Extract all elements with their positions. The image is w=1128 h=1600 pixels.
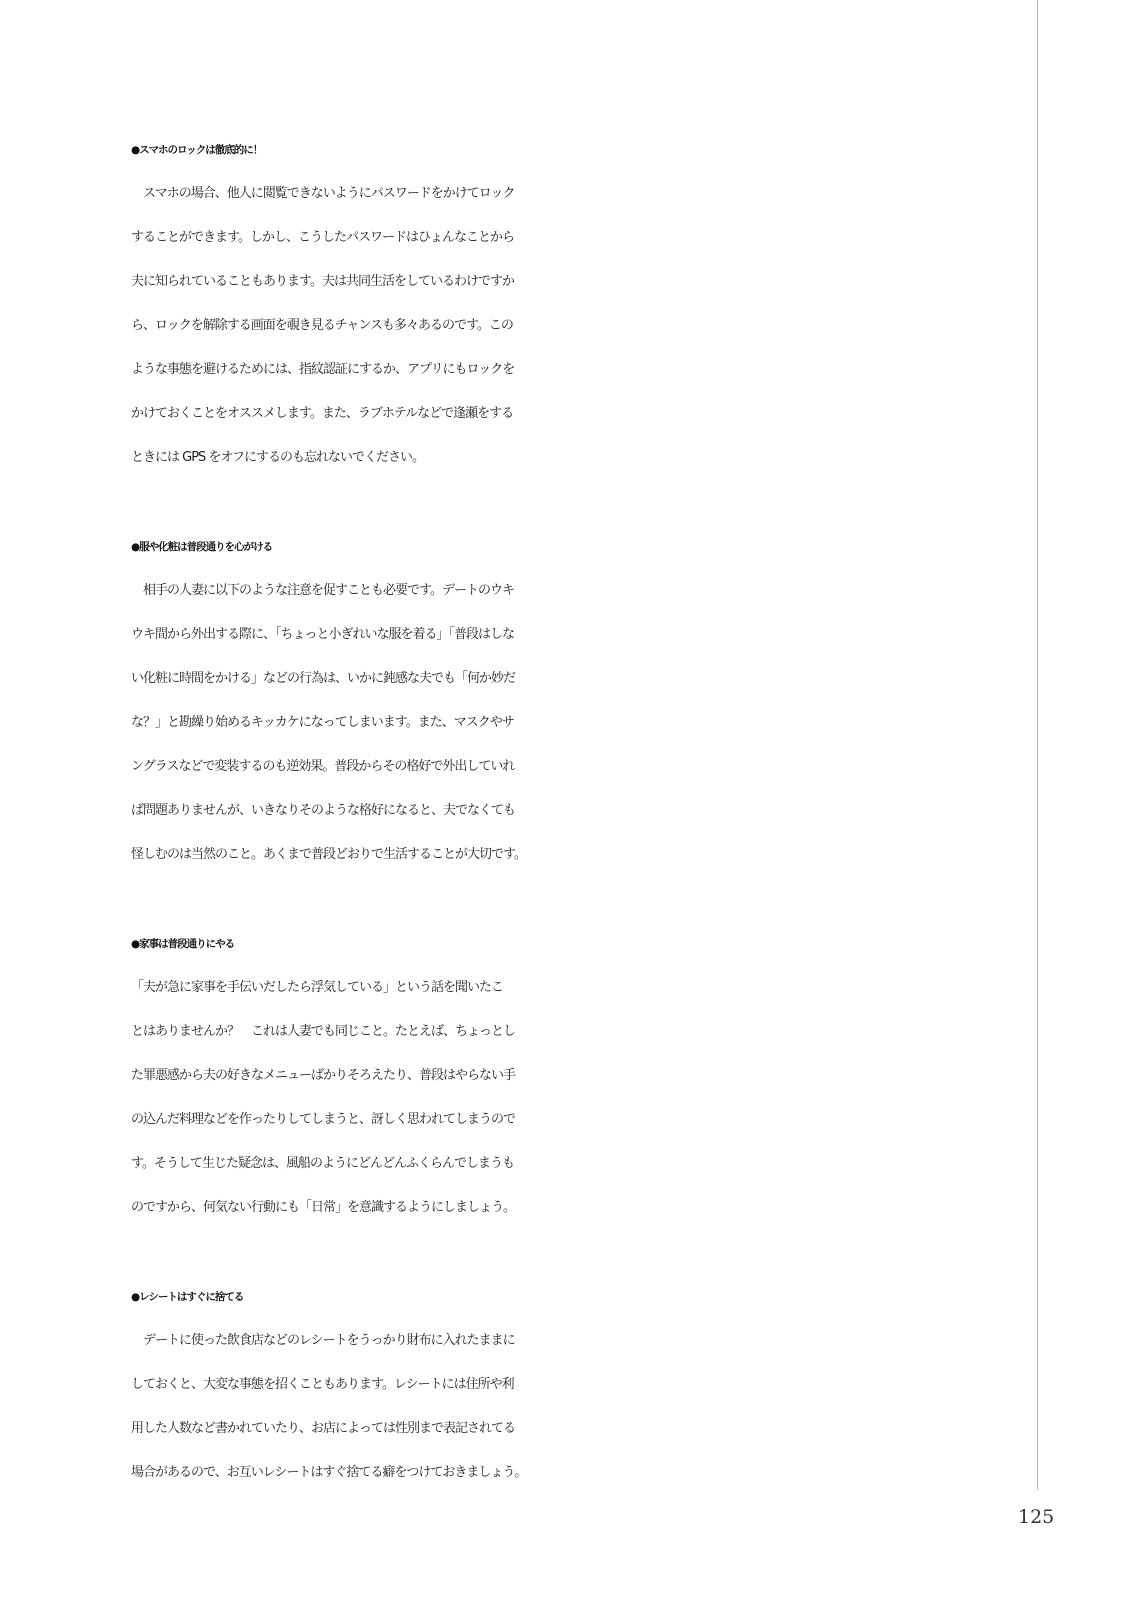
- paragraph-line: 用した人数など書かれていたり、お店によっては性別まで表記されてる: [131, 1421, 516, 1436]
- paragraph-line: かけておくことをオススメします。また、ラブホテルなどで逢瀬をする: [131, 406, 514, 421]
- paragraph-line: た罪悪感から夫の好きなメニューばかりそろえたり、普段はやらない手: [131, 1068, 516, 1083]
- paragraph-line: ら、ロックを解除する画面を覗き見るチャンスも多々あるのです。この: [131, 318, 513, 333]
- paragraph-line: ウキ間から外出する際に、「ちょっと小ぎれいな服を着る」「普段はしな: [131, 627, 515, 642]
- section-receipts: [131, 1275, 995, 1495]
- paragraph-line: ときには GPS をオフにするのも忘れないでください。: [131, 450, 425, 465]
- paragraph-line: い化粧に時間をかける」などの行為は、いかに鈍感な夫でも「何か妙だ: [131, 671, 516, 686]
- section-heading: ●レシートはすぐに捨てる: [131, 1291, 244, 1303]
- paragraph-line: しておくと、大変な事態を招くこともあります。レシートには住所や利: [131, 1377, 514, 1392]
- section-heading: ●家事は普段通りにやる: [131, 938, 235, 950]
- section-heading: ●服や化粧は普段通りを心がける: [131, 541, 273, 553]
- paragraph-line: デートに使った飲食店などのレシートをうっかり財布に入れたままに: [131, 1333, 515, 1348]
- page-body: [131, 128, 995, 1540]
- paragraph-line: す。そうして生じた疑念は、風船のようにどんどんふくらんでしまうも: [131, 1156, 514, 1171]
- section-smartphone-lock: [131, 128, 995, 480]
- paragraph-line: スマホの場合、他人に閲覧できないようにパスワードをかけてロック: [131, 186, 515, 201]
- paragraph-line: 夫に知られていることもあります。夫は共同生活をしているわけですか: [131, 274, 514, 289]
- paragraph-line: ば問題ありませんが、いきなりそのような格好になると、夫でなくても: [131, 803, 516, 818]
- section-clothes-makeup: [131, 525, 995, 877]
- section-housework: [131, 922, 995, 1230]
- paragraph-line: 「夫が急に家事を手伝いだしたら浮気している」という話を聞いたこ: [131, 980, 504, 995]
- paragraph-line: ような事態を避けるためには、指紋認証にするか、アプリにもロックを: [131, 362, 515, 377]
- paragraph-line: 怪しむのは当然のこと。あくまで普段どおりで生活することが大切です。: [131, 847, 526, 862]
- paragraph-line: 場合があるので、お互いレシートはすぐ捨てる癖をつけておきましょう。: [131, 1465, 527, 1480]
- paragraph-line: ングラスなどで変装するのも逆効果。普段からその格好で外出していれ: [131, 759, 515, 774]
- paragraph-line: な？」と勘繰り始めるキッカケになってしまいます。また、マスクやサ: [131, 715, 514, 730]
- paragraph-line: とはありませんか？ これは人妻でも同じこと。たとえば、ちょっとし: [131, 1024, 516, 1039]
- paragraph-line: することができます。しかし、こうしたパスワードはひょんなことから: [131, 230, 514, 245]
- section-heading: ●スマホのロックは徹底的に！: [131, 144, 263, 156]
- page-number: 125: [1018, 1506, 1055, 1528]
- margin-rule: [1037, 0, 1038, 1490]
- paragraph-line: の込んだ料理などを作ったりしてしまうと、訝しく思われてしまうので: [131, 1112, 516, 1127]
- paragraph-line: 相手の人妻に以下のような注意を促すことも必要です。デートのウキ: [131, 583, 514, 598]
- paragraph-line: のですから、何気ない行動にも「日常」を意識するようにしましょう。: [131, 1200, 516, 1215]
